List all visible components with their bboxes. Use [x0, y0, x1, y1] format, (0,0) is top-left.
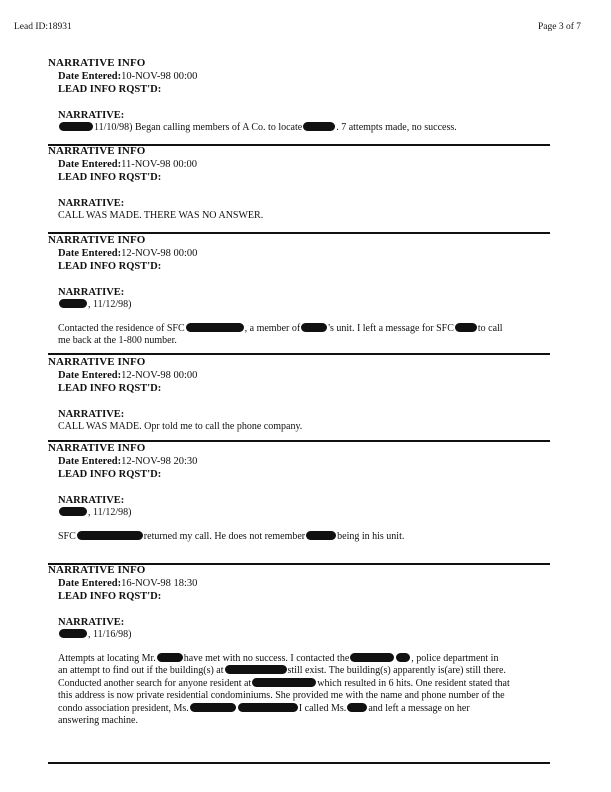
section-title: NARRATIVE INFO [48, 57, 146, 69]
date-entered-value: 16-NOV-98 18:30 [121, 578, 198, 589]
narrative-text [58, 299, 542, 312]
narrative-segment: CALL WAS MADE. THERE WAS NO ANSWER. [58, 210, 264, 221]
date-entered-label: Date Entered: [58, 159, 122, 170]
narrative-segment: to call [477, 322, 503, 334]
narrative-text [58, 210, 542, 223]
section-title: NARRATIVE INFO [48, 234, 146, 246]
narrative-entry [48, 57, 550, 135]
lead-id: Lead ID:18931 [14, 22, 72, 32]
redaction [186, 323, 244, 332]
date-entered-value: 11-NOV-98 00:00 [121, 159, 198, 170]
lead-info-label: LEAD INFO RQST'D: [58, 469, 162, 480]
narrative-segment: CALL WAS MADE. Opr told me to call the phone company. [58, 421, 303, 432]
date-entered-value: 10-NOV-98 00:00 [121, 71, 198, 82]
narrative-text [58, 323, 542, 348]
redaction [59, 122, 93, 131]
narrative-segment: this address is now private residential condominiums. She provided me with the name and phone number of the [58, 690, 505, 701]
redaction [59, 507, 87, 516]
narrative-segment: Conducted another search for anyone resident at [58, 677, 252, 689]
redaction [350, 653, 394, 662]
narrative-segment: an attempt to find out if the building(s) at [58, 665, 224, 676]
narrative-segment: condo association president, Ms. [58, 702, 189, 714]
redaction [157, 653, 183, 662]
narrative-segment: , police department in [411, 652, 499, 664]
redaction [306, 531, 336, 540]
redaction [347, 703, 367, 712]
date-entered-label: Date Entered: [58, 456, 122, 467]
date-entered-label: Date Entered: [58, 370, 122, 381]
date-entered-label: Date Entered: [58, 578, 122, 589]
narrative-segment: still exist. The building(s) apparently is(are) still there. [287, 665, 506, 676]
narrative-entry [48, 356, 550, 434]
date-entered [58, 247, 550, 260]
date-entered-label: Date Entered: [58, 248, 122, 259]
narrative-segment: answering machine. [58, 715, 138, 726]
section-title: NARRATIVE INFO [48, 564, 146, 576]
redaction [238, 703, 298, 712]
redaction [252, 678, 316, 687]
narrative-text [58, 122, 542, 135]
narrative-segment: which resulted in 6 hits. One resident stated that [317, 677, 510, 689]
narrative-text [58, 421, 542, 434]
narrative-segment: , 11/16/98) [88, 629, 132, 640]
section-divider [48, 762, 550, 764]
narrative-segment: I called Ms. [298, 702, 347, 714]
narrative-segment: being in his unit. [337, 530, 405, 542]
narrative-label: NARRATIVE: [58, 617, 125, 628]
date-entered-value: 12-NOV-98 20:30 [121, 456, 198, 467]
narrative-text [58, 507, 542, 520]
narrative-segment: . 7 attempts made, no success. [336, 122, 457, 133]
redaction [77, 531, 143, 540]
narrative-entry [48, 234, 550, 348]
date-entered [58, 577, 550, 590]
redaction [303, 122, 335, 131]
narrative-label: NARRATIVE: [58, 287, 125, 298]
redaction [59, 299, 87, 308]
date-entered [58, 455, 550, 468]
narrative-label: NARRATIVE: [58, 495, 125, 506]
narrative-entry [48, 564, 550, 728]
lead-info-label: LEAD INFO RQST'D: [58, 261, 162, 272]
redaction [301, 323, 327, 332]
date-entered-value: 12-NOV-98 00:00 [121, 248, 198, 259]
lead-info-label: LEAD INFO RQST'D: [58, 172, 162, 183]
redaction [59, 629, 87, 638]
section-title: NARRATIVE INFO [48, 145, 146, 157]
section-divider [48, 353, 550, 355]
page-number: Page 3 of 7 [537, 22, 581, 32]
narrative-segment: 's unit. I left a message for SFC [328, 322, 454, 334]
lead-info-label: LEAD INFO RQST'D: [58, 383, 162, 394]
date-entered [58, 70, 550, 83]
narrative-text [58, 653, 542, 728]
narrative-text [58, 531, 542, 544]
date-entered [58, 369, 550, 382]
redaction [455, 323, 477, 332]
narrative-segment: Contacted the residence of SFC [58, 322, 185, 334]
date-entered [58, 158, 550, 171]
narrative-segment: Attempts at locating Mr. [58, 652, 156, 664]
narrative-segment: 11/10/98) Began calling members of A Co. to locate [94, 122, 303, 133]
narrative-segment: returned my call. He does not remember [143, 530, 306, 542]
narrative-segment: , 11/12/98) [88, 507, 132, 518]
redaction [225, 665, 287, 674]
narrative-label: NARRATIVE: [58, 198, 125, 209]
narrative-text [58, 629, 542, 642]
lead-info-label: LEAD INFO RQST'D: [58, 591, 162, 602]
narrative-entry [48, 145, 550, 223]
section-title: NARRATIVE INFO [48, 356, 146, 368]
section-title: NARRATIVE INFO [48, 442, 146, 454]
narrative-entry [48, 442, 550, 543]
lead-info-label: LEAD INFO RQST'D: [58, 84, 162, 95]
narrative-segment: SFC [58, 530, 76, 542]
redaction [396, 653, 410, 662]
narrative-label: NARRATIVE: [58, 409, 125, 420]
redaction [190, 703, 236, 712]
narrative-segment: and left a message on her [368, 702, 470, 714]
narrative-segment: have met with no success. I contacted the [183, 652, 350, 664]
narrative-segment: , a member of [244, 322, 301, 334]
narrative-segment: me back at the 1-800 number. [58, 335, 177, 346]
date-entered-value: 12-NOV-98 00:00 [121, 370, 198, 381]
narrative-segment: , 11/12/98) [88, 299, 132, 310]
date-entered-label: Date Entered: [58, 71, 122, 82]
narrative-label: NARRATIVE: [58, 110, 125, 121]
